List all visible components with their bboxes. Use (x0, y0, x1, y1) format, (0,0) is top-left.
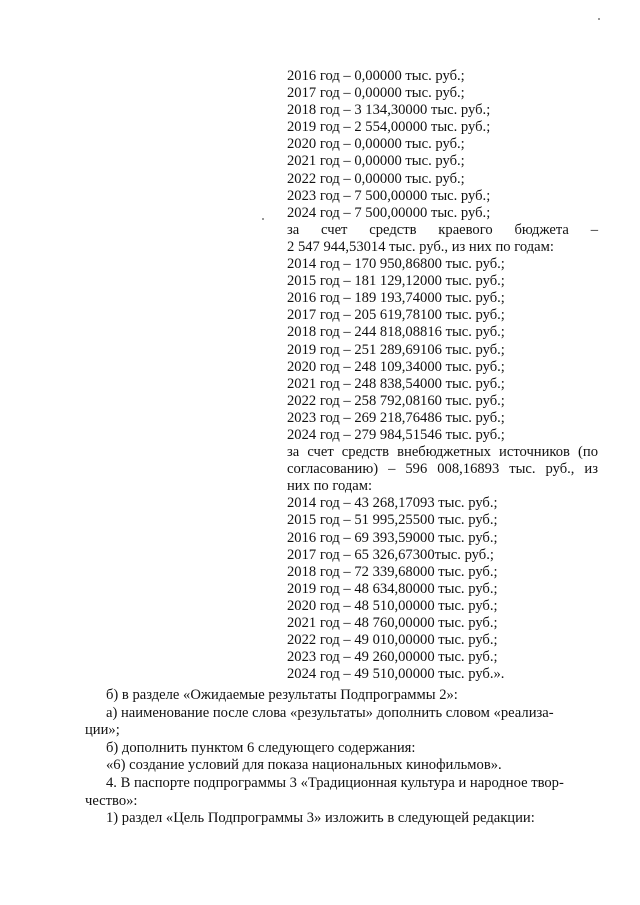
extrabudget-heading: за счет средств внебюджетных источников (по (287, 444, 598, 461)
paragraph-name-change-cont: ции»; (85, 722, 120, 739)
regional-year-line: 2023 год – 269 218,76486 тыс. руб.; (287, 409, 505, 426)
extrabudget-year-line: 2020 год – 48 510,00000 тыс. руб.; (287, 597, 498, 614)
paragraph-add-item: б) дополнить пунктом 6 следующего содержания: (106, 739, 416, 756)
amendments-text (85, 687, 599, 828)
extrabudget-by-years: них по годам: (287, 478, 373, 495)
regional-year-line: 2015 год – 181 129,12000 тыс. руб.; (287, 273, 505, 290)
regional-budget-total: 2 547 944,53014 тыс. руб., из них по годам: (287, 238, 554, 255)
regional-year-line: 2019 год – 251 289,69106 тыс. руб.; (287, 341, 505, 358)
extrabudget-total: согласованию) – 596 008,16893 тыс. руб., из (287, 461, 598, 478)
extrabudget-year-line: 2023 год – 49 260,00000 тыс. руб.; (287, 649, 498, 666)
extrabudget-year-line: 2015 год – 51 995,25500 тыс. руб.; (287, 512, 498, 529)
regional-year-line: 2021 год – 248 838,54000 тыс. руб.; (287, 375, 505, 392)
extrabudget-year-line: 2016 год – 69 393,59000 тыс. руб.; (287, 529, 498, 546)
regional-budget-heading: за счет средств краевого бюджета – (287, 221, 598, 238)
federal-year-line: 2016 год – 0,00000 тыс. руб.; (287, 68, 465, 84)
federal-year-line: 2019 год – 2 554,00000 тыс. руб.; (287, 119, 491, 136)
financing-column (287, 68, 598, 683)
regional-year-line: 2016 год – 189 193,74000 тыс. руб.; (287, 290, 505, 307)
regional-year-line: 2014 год – 170 950,86800 тыс. руб.; (287, 256, 505, 273)
regional-year-line: 2018 год – 244 818,08816 тыс. руб.; (287, 324, 505, 341)
paragraph-results-section: б) в разделе «Ожидаемые результаты Подпрограммы 2»: (106, 687, 458, 703)
federal-year-line: 2023 год – 7 500,00000 тыс. руб.; (287, 187, 491, 204)
scan-speck (262, 218, 264, 220)
paragraph-subprogram-3-cont: чество»: (85, 792, 138, 809)
federal-year-line: 2022 год – 0,00000 тыс. руб.; (287, 170, 465, 187)
extrabudget-year-line: 2024 год – 49 510,00000 тыс. руб.». (287, 666, 505, 683)
regional-year-line: 2022 год – 258 792,08160 тыс. руб.; (287, 392, 505, 409)
paragraph-goal-section: 1) раздел «Цель Подпрограммы 3» изложить в следующей редакции: (106, 810, 535, 827)
federal-year-line: 2020 год – 0,00000 тыс. руб.; (287, 136, 465, 153)
extrabudget-year-line: 2014 год – 43 268,17093 тыс. руб.; (287, 495, 498, 512)
regional-year-line: 2017 год – 205 619,78100 тыс. руб.; (287, 307, 505, 324)
extrabudget-year-line: 2018 год – 72 339,68000 тыс. руб.; (287, 563, 498, 580)
federal-year-line: 2021 год – 0,00000 тыс. руб.; (287, 153, 465, 170)
extrabudget-year-line: 2021 год – 48 760,00000 тыс. руб.; (287, 615, 498, 631)
paragraph-item-6: «6) создание условий для показа национальных кинофильмов». (106, 757, 502, 774)
federal-year-line: 2018 год – 3 134,30000 тыс. руб.; (287, 102, 491, 119)
extrabudget-year-line: 2022 год – 49 010,00000 тыс. руб.; (287, 632, 498, 649)
federal-year-line: 2024 год – 7 500,00000 тыс. руб.; (287, 204, 491, 221)
regional-year-line: 2024 год – 279 984,51546 тыс. руб.; (287, 426, 505, 443)
paragraph-name-change: а) наименование после слова «результаты» дополнить словом «реализа- (106, 704, 554, 721)
regional-year-line: 2020 год – 248 109,34000 тыс. руб.; (287, 358, 505, 375)
extrabudget-year-line: 2017 год – 65 326,67300тыс. руб.; (287, 546, 494, 563)
federal-year-line: 2017 год – 0,00000 тыс. руб.; (287, 85, 465, 102)
scan-speck (598, 18, 600, 20)
extrabudget-year-line: 2019 год – 48 634,80000 тыс. руб.; (287, 580, 498, 597)
paragraph-subprogram-3: 4. В паспорте подпрограммы 3 «Традиционная культура и народное твор- (106, 774, 564, 791)
